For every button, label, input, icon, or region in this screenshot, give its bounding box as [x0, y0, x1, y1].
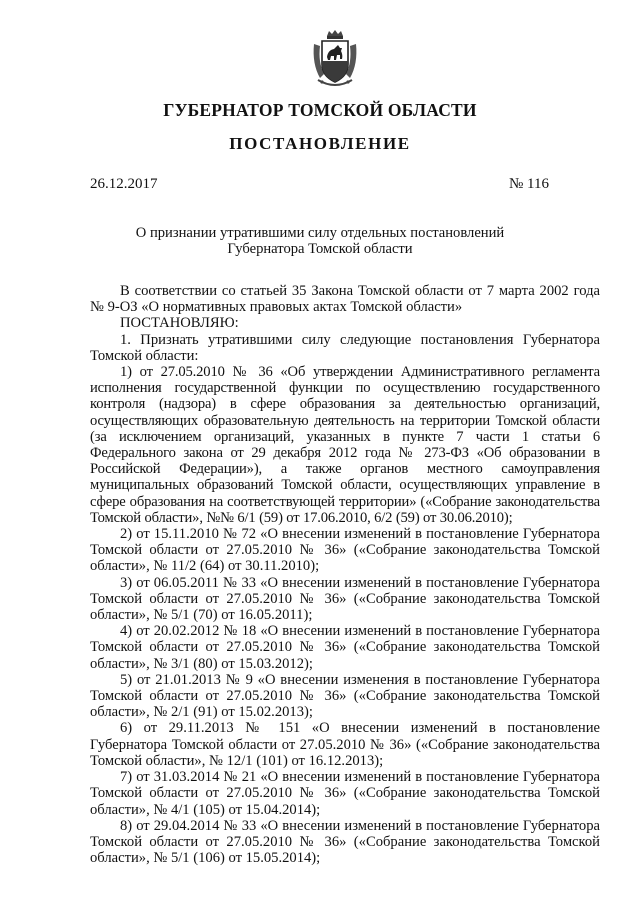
tomsk-oblast-coat-of-arms-icon [310, 30, 360, 88]
list-item: 6) от 29.11.2013 № 151 «О внесении изменений в постановление Губернатора Томской области от 27.05.2010 № 36» («Собрание законодательства Томской области», № 12/1 (101) от 16.12.2013); [90, 720, 600, 769]
document-date: 26.12.2017 [90, 176, 158, 192]
list-item: 8) от 29.04.2014 № 33 «О внесении изменений в постановление Губернатора Томской области от 27.05.2010 № 36» («Собрание законодательства Томской области», № 5/1 (106) от 15.05.2014); [90, 817, 600, 867]
list-item: 3) от 06.05.2011 № 33 «О внесении изменений в постановление Губернатора Томской области от 27.05.2010 № 36» («Собрание законодательства Томской области», № 5/1 (70) от 16.05.2011); [90, 574, 600, 624]
preamble-paragraph: В соответствии со статьей 35 Закона Томской области от 7 марта 2002 года № 9-ОЗ «О нормативных правовых актах Томской области» [90, 283, 600, 316]
resolve-heading: ПОСТАНОВЛЯЮ: [120, 315, 239, 332]
document-subject [90, 225, 550, 257]
document-body [90, 283, 600, 866]
document-number: № 116 [508, 176, 549, 192]
list-item: 2) от 15.11.2010 № 72 «О внесении изменений в постановление Губернатора Томской области от 27.05.2010 № 36» («Собрание законодательства Томской области», № 11/2 (64) от 30.11.2010); [90, 526, 600, 575]
clause-1-paragraph: 1. Признать утратившими силу следующие постановления Губернатора Томской области: [90, 331, 600, 364]
subject-line-2: Губернатора Томской области [227, 241, 413, 257]
list-item: 4) от 20.02.2012 № 18 «О внесении изменений в постановление Губернатора Томской области от 27.05.2010 № 36» («Собрание законодательства Томской области», № 3/1 (80) от 15.03.2012); [90, 623, 600, 672]
document-type-title: ПОСТАНОВЛЕНИЕ [229, 134, 411, 153]
list-item: 1) от 27.05.2010 № 36 «Об утверждении Административного регламента исполнения государственной функции по осуществлению государственного контроля (надзора) в сфере образования за деятельностью организаций, осуществляющих образовательную деятельность на территории Томской области (за исключением организаций, указанных в пункте 7 части 1 статьи 6 Федерального закона от 29 декабря 2012 года № 273-ФЗ «Об образовании в Российской Федерации»), а также органов местного самоуправления муниципальных образований Томской области, осуществляющих управление в сфере образования на соответствующей территории» («Собрание законодательства Томской области», №№ 6/1 (59) от 17.06.2010, 6/2 (59) от 30.06.2010); [90, 364, 600, 526]
subject-line-1: О признании утратившими силу отдельных постановлений [135, 225, 505, 241]
organization-title: ГУБЕРНАТОР ТОМСКОЙ ОБЛАСТИ [163, 100, 477, 120]
list-item: 7) от 31.03.2014 № 21 «О внесении изменений в постановление Губернатора Томской области от 27.05.2010 № 36» («Собрание законодательства Томской области», № 4/1 (105) от 15.04.2014); [90, 769, 600, 818]
list-item: 5) от 21.01.2013 № 9 «О внесении изменения в постановление Губернатора Томской области от 27.05.2010 № 36» («Собрание законодательства Томской области», № 2/1 (91) от 15.02.2013); [90, 671, 600, 721]
